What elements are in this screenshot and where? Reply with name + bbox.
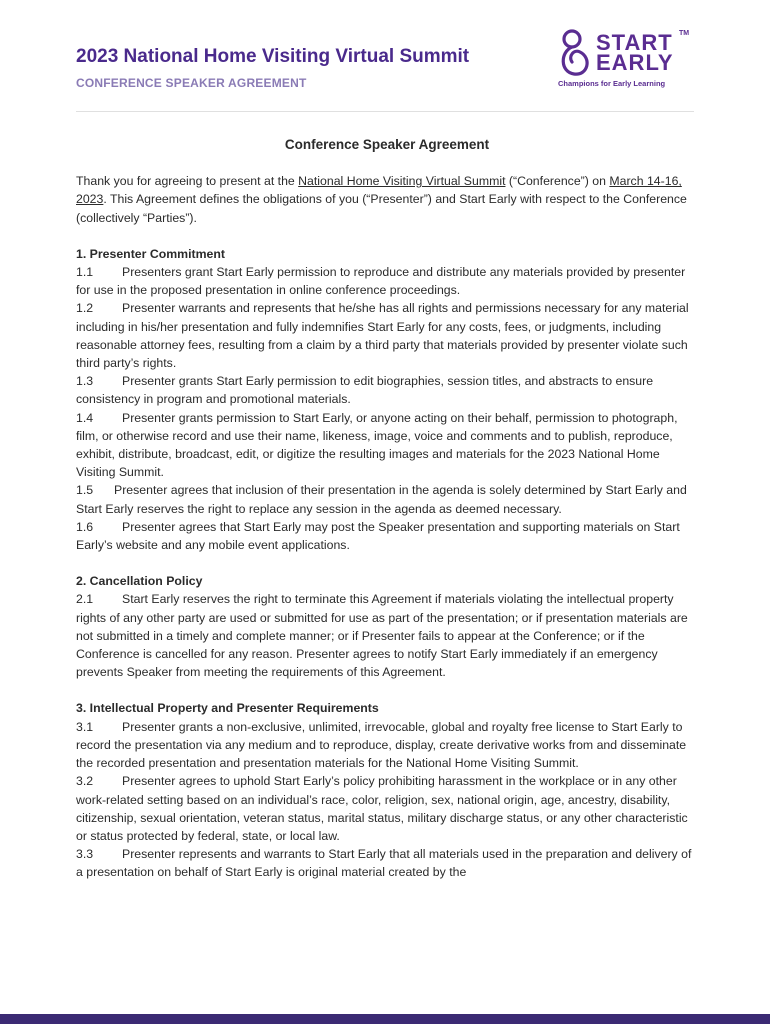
clause-number: 3.1 [76,719,94,734]
clause [76,263,698,299]
start-early-logo [558,28,694,92]
clause [76,718,698,773]
clause [76,372,698,408]
section-heading: 2. Cancellation Policy [76,574,203,589]
footer-color-bar [0,1014,770,1024]
logo-trademark: TM [679,30,690,37]
agreement-subtitle: CONFERENCE SPEAKER AGREEMENT [76,76,307,90]
clause-text: Presenter agrees that inclusion of their presentation in the agenda is solely determined by Start Early and Start Early reserves the right to replace any session in the agenda as deemed necessary. [76,483,687,516]
document-header [76,30,694,114]
clause [76,409,698,482]
clause-number: 3.3 [76,847,94,862]
clause-text: Presenter agrees to uphold Start Early’s policy prohibiting harassment in the workplace or in any other work-related setting based on an individual’s race, color, religion, sex, national origin, age, ancestry, disability, citizenship, sexual orientation, veteran status, marital status, military discharge status, or any other characteristic or status protected by federal, state, or local law. [76,774,688,843]
clause-text: Start Early reserves the right to terminate this Agreement if materials violating the intellectual property rights of any other party are used or submitted for use as part of the presentation; or if presentation materials are not submitted in a timely and complete manner; or if Presenter fails to appear at the Conference; or if the Conference is cancelled for any reason. Presenter agrees to notify Start Early immediately if an emergency prevents Speaker from meeting the requirements of this Agreement. [76,592,688,680]
intro-text-mid: (“Conference”) on [505,174,610,189]
clause-number: 1.5 [76,483,94,498]
clause-number: 1.2 [76,301,94,316]
clause-text: Presenter represents and warrants to Start Early that all materials used in the preparation and delivery of a presentation on behalf of Start Early is original material created by the [76,847,692,880]
clause [76,590,698,681]
clause-number: 1.4 [76,410,94,425]
clause-text: Presenter agrees that Start Early may post the Speaker presentation and supporting materials on Start Early’s website and any mobile event applications. [76,519,680,553]
conference-name-link[interactable]: National Home Visiting Virtual Summit [298,174,506,189]
clause-number: 1.6 [76,519,94,534]
start-early-logo-icon [558,28,598,80]
section-heading: 3. Intellectual Property and Presenter Requirements [76,701,379,716]
clause [76,299,698,372]
clause [76,772,698,845]
clause-number: 1.1 [76,265,94,280]
agreement-body [76,136,698,882]
document-title: Conference Speaker Agreement [284,137,490,152]
clause-number: 3.2 [76,774,94,789]
clause-text: Presenter grants Start Early permission to edit biographies, session titles, and abstracts to ensure consistency in program and promotional materials. [76,374,654,407]
clause-number: 2.1 [76,592,94,607]
clause-number: 1.3 [76,374,94,389]
clause-text: Presenter grants a non-exclusive, unlimited, irrevocable, global and royalty free license to Start Early to record the presentation via any medium and to reproduce, display, create derivative works from and disseminate the recorded presentation and presentation materials for the National Home Visiting Summit. [76,719,687,771]
clause [76,845,698,881]
clause [76,481,698,517]
conference-dates-link[interactable]: March 14-16, 2023 [76,174,682,207]
section-heading: 1. Presenter Commitment [76,246,225,261]
clause [76,518,698,554]
header-divider [76,111,694,112]
logo-tagline: Champions for Early Learning [558,79,666,88]
intro-text-post: . This Agreement defines the obligations of you (“Presenter”) and Start Early with respect to the Conference (collectively “Parties”). [76,192,687,225]
logo-word-early: EARLY [596,50,674,75]
intro-paragraph [76,172,698,227]
clause-text: Presenters grant Start Early permission to reproduce and distribute any materials provided by presenter for use in the proposed presentation in online conference proceedings. [76,265,686,298]
summit-title: 2023 National Home Visiting Virtual Summit [76,46,470,67]
clause-text: Presenter warrants and represents that he/she has all rights and permissions necessary for any material including in his/her presentation and fully indemnifies Start Early for any costs, fees, or judgments, including reasonable attorney fees, resulting from a claim by a third party that materials provided by presenter violate such third party’s rights. [76,301,689,371]
intro-text-pre: Thank you for agreeing to present at the [76,174,299,189]
clause-text: Presenter grants permission to Start Early, or anyone acting on their behalf, permission to photograph, film, or otherwise record and use their name, likeness, image, voice and comments and to publish, reproduce, exhibit, distribute, broadcast, edit, or digitize the resulting images and materials for the 2023 National Home Visiting Summit. [76,410,678,480]
logo-word-start: START [596,30,673,55]
